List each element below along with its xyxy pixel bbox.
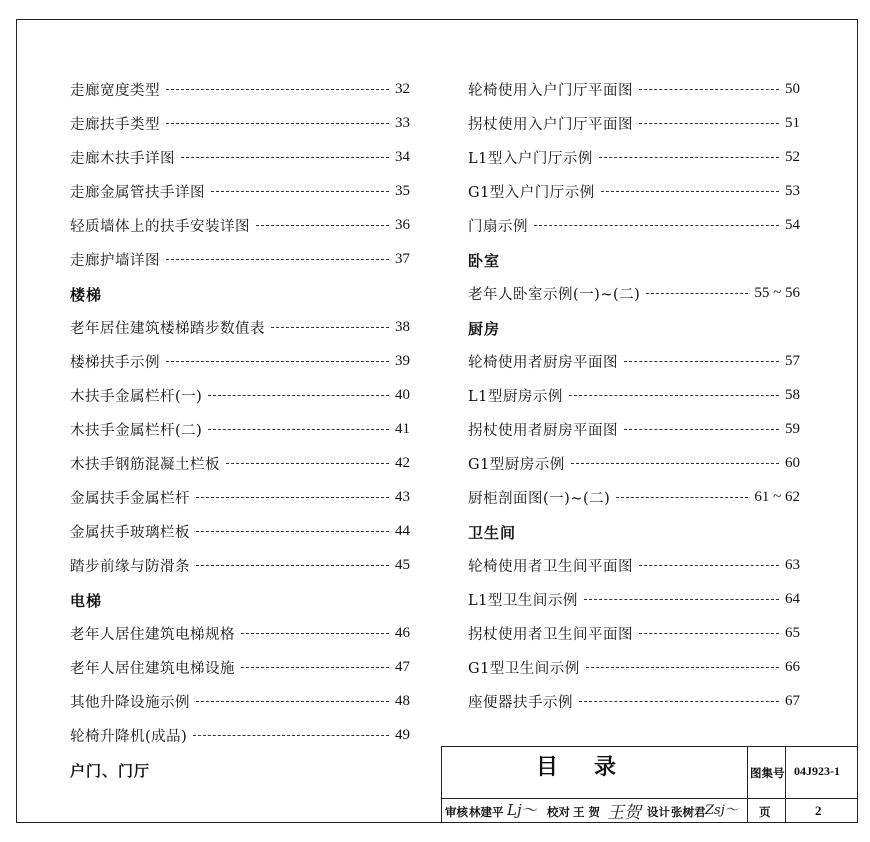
toc-leader-dashes xyxy=(196,565,389,566)
toc-entry xyxy=(468,178,800,204)
toc-entry-page: 57 xyxy=(785,352,800,369)
toc-entry-title: 木扶手金属栏杆(二) xyxy=(70,422,203,439)
toc-entry-title: 木扶手金属栏杆(一) xyxy=(70,388,203,405)
toc-leader-dashes xyxy=(208,429,389,430)
toc-leader-dashes xyxy=(196,701,389,702)
toc-section-heading: 楼梯 xyxy=(70,286,103,304)
toc-leader-dashes xyxy=(584,599,779,600)
toc-leader-dashes xyxy=(166,89,389,90)
check-signature: 王贺 xyxy=(607,803,641,823)
toc-entry-title: L1型入户门厅示例 xyxy=(468,150,593,167)
toc-entry xyxy=(70,314,410,340)
toc-entry xyxy=(468,654,800,680)
toc-entry-page: 32 xyxy=(395,80,410,97)
toc-leader-dashes xyxy=(196,497,389,498)
toc-entry xyxy=(468,416,800,442)
toc-entry-page: 51 xyxy=(785,114,800,131)
toc-leader-dashes xyxy=(256,225,389,226)
toc-leader-dashes xyxy=(181,157,389,158)
toc-entry-title: G1型厨房示例 xyxy=(468,456,565,473)
toc-section-heading: 卧室 xyxy=(468,252,501,270)
toc-entry xyxy=(70,348,410,374)
toc-entry-page: 66 xyxy=(785,658,800,675)
toc-entry-title: 老年人居住建筑电梯规格 xyxy=(70,626,235,643)
toc-entry xyxy=(468,76,800,102)
toc-entry-page: 43 xyxy=(395,488,410,505)
toc-entry xyxy=(70,382,410,408)
toc-entry-title: L1型厨房示例 xyxy=(468,388,563,405)
atlas-number-label: 图集号 xyxy=(750,766,785,780)
toc-entry-page: 44 xyxy=(395,522,410,539)
toc-leader-dashes xyxy=(624,361,779,362)
toc-entry-page: 40 xyxy=(395,386,410,403)
toc-entry-page: 47 xyxy=(395,658,410,675)
review-signature: Lj〜 xyxy=(507,801,537,819)
toc-leader-dashes xyxy=(166,123,389,124)
toc-leader-dashes xyxy=(211,191,389,192)
title-block xyxy=(441,746,858,823)
toc-leader-dashes xyxy=(639,89,779,90)
toc-section-heading: 户门、门厅 xyxy=(70,762,151,780)
toc-entry xyxy=(70,246,410,272)
toc-entry-page: 49 xyxy=(395,726,410,743)
toc-entry xyxy=(468,144,800,170)
toc-leader-dashes xyxy=(624,429,779,430)
title-block-title: 目录 xyxy=(535,755,652,780)
toc-entry xyxy=(468,450,800,476)
toc-leader-dashes xyxy=(569,395,779,396)
toc-entry-title: G1型入户门厅示例 xyxy=(468,184,595,201)
toc-entry xyxy=(468,586,800,612)
toc-entry xyxy=(468,484,800,510)
toc-entry xyxy=(468,348,800,374)
toc-entry-title: 座便器扶手示例 xyxy=(468,694,573,711)
toc-entry xyxy=(70,212,410,238)
toc-leader-dashes xyxy=(241,633,389,634)
toc-entry-title: 金属扶手金属栏杆 xyxy=(70,490,190,507)
toc-entry-title: 木扶手钢筋混凝土栏板 xyxy=(70,456,220,473)
design-label: 设计 xyxy=(647,805,670,819)
toc-entry-page: 58 xyxy=(785,386,800,403)
toc-entry xyxy=(70,178,410,204)
toc-entry xyxy=(468,552,800,578)
toc-entry-page: 67 xyxy=(785,692,800,709)
toc-leader-dashes xyxy=(166,361,389,362)
toc-entry-page: 46 xyxy=(395,624,410,641)
toc-entry-page: 63 xyxy=(785,556,800,573)
review-label: 审核 xyxy=(445,805,468,819)
toc-entry-title: 走廊金属管扶手详图 xyxy=(70,184,205,201)
toc-entry-title: 其他升降设施示例 xyxy=(70,694,190,711)
toc-section-heading: 厨房 xyxy=(468,320,501,338)
toc-leader-dashes xyxy=(196,531,389,532)
toc-entry-title: 老年人卧室示例(一)~(二) xyxy=(468,286,641,303)
toc-entry-page: 36 xyxy=(395,216,410,233)
toc-leader-dashes xyxy=(571,463,779,464)
toc-entry xyxy=(70,110,410,136)
toc-entry-title: 走廊护墙详图 xyxy=(70,252,160,269)
toc-entry-title: 轮椅使用者卫生间平面图 xyxy=(468,558,633,575)
toc-entry xyxy=(70,518,410,544)
toc-entry-title: 轮椅升降机(成品) xyxy=(70,728,188,745)
toc-entry-title: 拐杖使用者卫生间平面图 xyxy=(468,626,633,643)
page-label: 页 xyxy=(759,805,771,819)
toc-entry-page: 54 xyxy=(785,216,800,233)
toc-entry-title: 门扇示例 xyxy=(468,218,528,235)
toc-entry-page: 35 xyxy=(395,182,410,199)
toc-entry-page: 53 xyxy=(785,182,800,199)
toc-entry-title: 走廊木扶手详图 xyxy=(70,150,175,167)
atlas-number-value: 04J923-1 xyxy=(794,764,840,778)
toc-entry-title: 拐杖使用入户门厅平面图 xyxy=(468,116,633,133)
toc-entry-page: 50 xyxy=(785,80,800,97)
toc-entry-title: 老年居住建筑楼梯踏步数值表 xyxy=(70,320,265,337)
toc-entry-page: 61 ~ 62 xyxy=(754,488,800,505)
toc-entry xyxy=(70,620,410,646)
toc-entry xyxy=(70,688,410,714)
toc-entry-title: 老年人居住建筑电梯设施 xyxy=(70,660,235,677)
toc-entry xyxy=(468,212,800,238)
toc-entry-page: 60 xyxy=(785,454,800,471)
toc-entry-page: 65 xyxy=(785,624,800,641)
toc-section-heading: 电梯 xyxy=(70,592,103,610)
title-block-col-divider-2 xyxy=(785,746,786,823)
toc-entry-title: 走廊扶手类型 xyxy=(70,116,160,133)
toc-leader-dashes xyxy=(646,293,748,294)
toc-leader-dashes xyxy=(271,327,389,328)
title-block-col-divider xyxy=(747,746,748,823)
toc-entry xyxy=(468,280,800,306)
toc-entry xyxy=(468,382,800,408)
toc-entry xyxy=(70,144,410,170)
toc-entry xyxy=(70,76,410,102)
check-label: 校对 xyxy=(547,805,570,819)
toc-entry-page: 39 xyxy=(395,352,410,369)
toc-entry-page: 48 xyxy=(395,692,410,709)
toc-leader-dashes xyxy=(639,565,779,566)
toc-leader-dashes xyxy=(599,157,779,158)
design-name: 张树君 xyxy=(671,805,706,819)
toc-entry-page: 33 xyxy=(395,114,410,131)
toc-entry-page: 34 xyxy=(395,148,410,165)
toc-entry xyxy=(70,552,410,578)
toc-entry-page: 52 xyxy=(785,148,800,165)
toc-entry xyxy=(468,110,800,136)
toc-leader-dashes xyxy=(241,667,389,668)
design-signature: Zsj〜 xyxy=(705,803,738,818)
toc-entry xyxy=(70,450,410,476)
title-block-divider xyxy=(441,798,858,799)
toc-leader-dashes xyxy=(208,395,389,396)
toc-entry-page: 37 xyxy=(395,250,410,267)
toc-leader-dashes xyxy=(579,701,779,702)
toc-leader-dashes xyxy=(639,123,779,124)
toc-entry xyxy=(70,484,410,510)
toc-entry-title: 走廊宽度类型 xyxy=(70,82,160,99)
toc-leader-dashes xyxy=(586,667,779,668)
toc-leader-dashes xyxy=(193,735,389,736)
toc-entry-page: 45 xyxy=(395,556,410,573)
toc-entry xyxy=(468,688,800,714)
toc-entry-page: 59 xyxy=(785,420,800,437)
toc-entry-title: 轮椅使用入户门厅平面图 xyxy=(468,82,633,99)
toc-leader-dashes xyxy=(601,191,779,192)
toc-leader-dashes xyxy=(226,463,389,464)
toc-entry-page: 55 ~ 56 xyxy=(754,284,800,301)
toc-entry-title: L1型卫生间示例 xyxy=(468,592,578,609)
toc-section-heading: 卫生间 xyxy=(468,524,517,542)
toc-entry-page: 41 xyxy=(395,420,410,437)
toc-entry-page: 38 xyxy=(395,318,410,335)
toc-leader-dashes xyxy=(639,633,779,634)
check-name: 王 贺 xyxy=(573,805,601,819)
toc-entry-title: 金属扶手玻璃栏板 xyxy=(70,524,190,541)
toc-entry xyxy=(468,620,800,646)
toc-entry-title: 拐杖使用者厨房平面图 xyxy=(468,422,618,439)
toc-entry-page: 42 xyxy=(395,454,410,471)
toc-entry-title: 轮椅使用者厨房平面图 xyxy=(468,354,618,371)
toc-entry xyxy=(70,722,410,748)
toc-leader-dashes xyxy=(166,259,389,260)
toc-entry-title: 轻质墙体上的扶手安装详图 xyxy=(70,218,250,235)
toc-entry xyxy=(70,416,410,442)
toc-entry xyxy=(70,654,410,680)
toc-leader-dashes xyxy=(616,497,748,498)
toc-entry-title: 踏步前缘与防滑条 xyxy=(70,558,190,575)
toc-entry-page: 64 xyxy=(785,590,800,607)
toc-entry-title: 厨柜剖面图(一)~(二) xyxy=(468,490,611,507)
toc-leader-dashes xyxy=(534,225,779,226)
toc-entry-title: G1型卫生间示例 xyxy=(468,660,580,677)
title-block-top-border xyxy=(441,746,858,747)
page-value: 2 xyxy=(815,803,822,818)
toc-entry-title: 楼梯扶手示例 xyxy=(70,354,160,371)
review-name: 林建平 xyxy=(469,805,504,819)
